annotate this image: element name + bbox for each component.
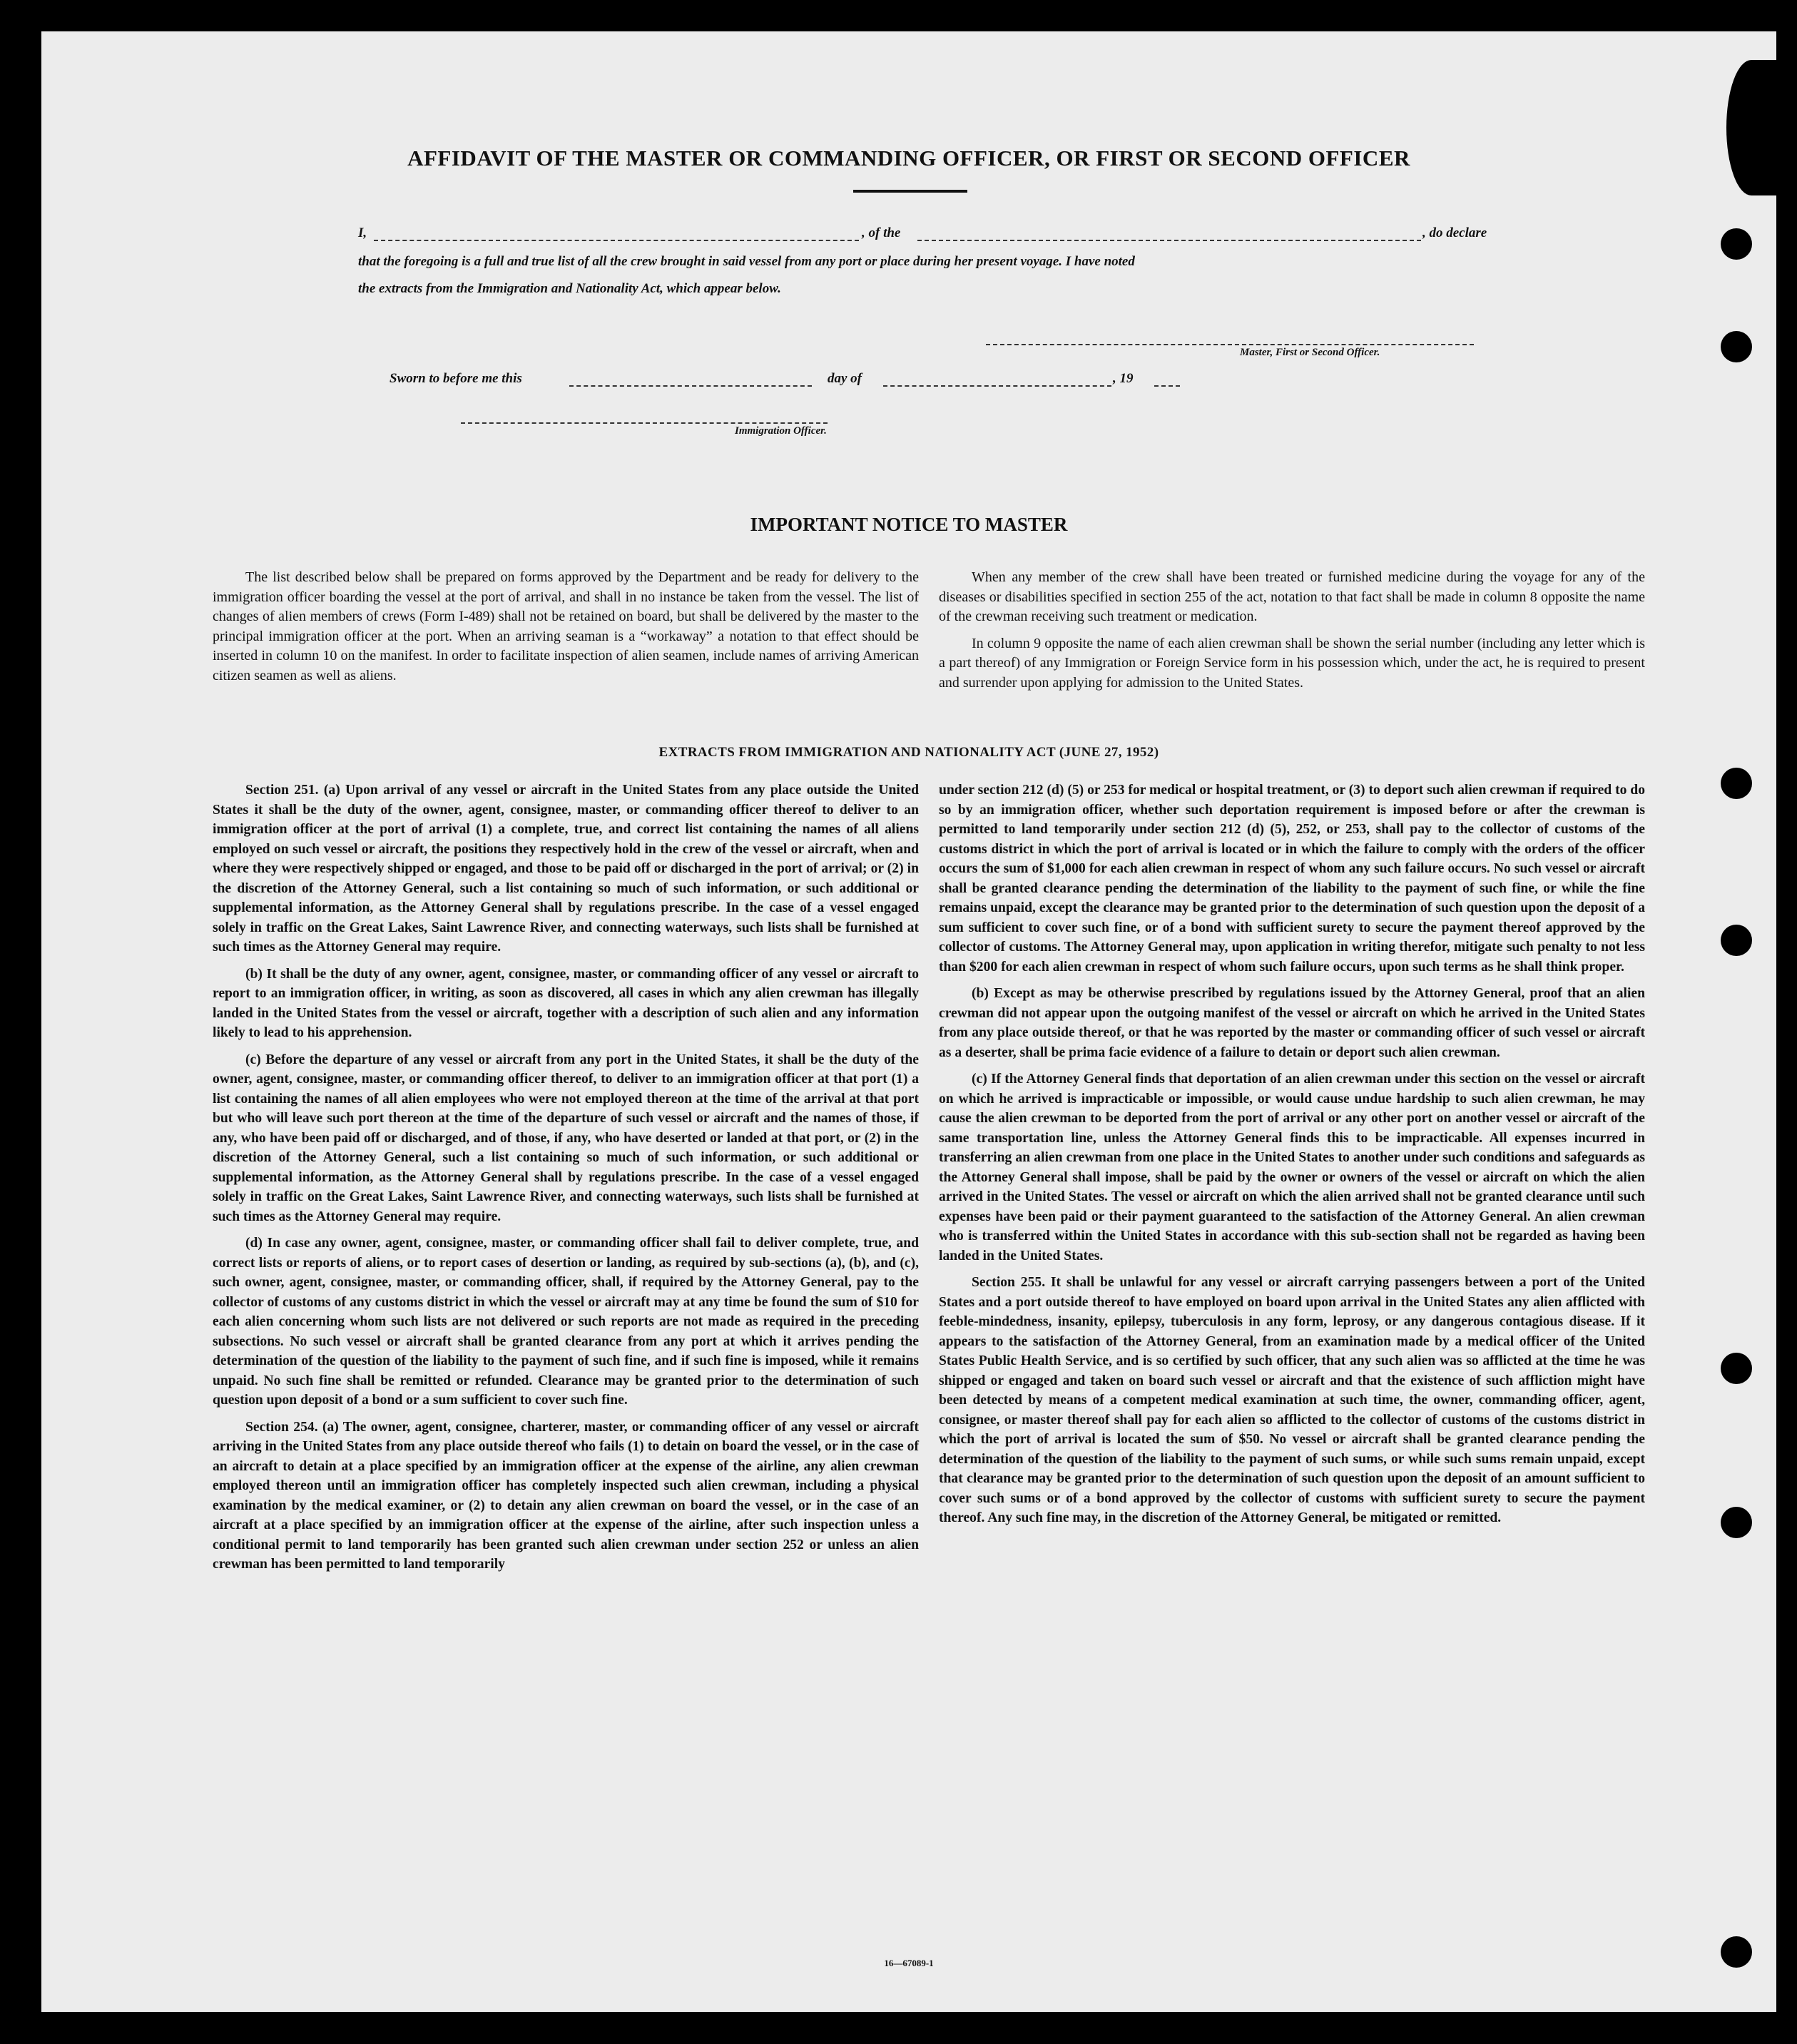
officer-signature-field[interactable]	[461, 422, 828, 424]
extracts-title: EXTRACTS FROM IMMIGRATION AND NATIONALITY ACT (JUNE 27, 1952)	[658, 745, 1159, 760]
punch-hole	[1721, 228, 1752, 260]
officer-caption: Immigration Officer.	[735, 425, 827, 437]
extract-paragraph: Section 255. It shall be unlawful for any vessel or aircraft carrying passengers between a port of the United States and a port outside thereof to have employed on board upon arrival in the United States any alien afflicted with feeble-mindedness, insanity, epilepsy, tuberculosis in any form, leprosy, or any dangerous contagious disease. If it appears to the satisfaction of the Attorney General, from an examination made by a medical officer of the United States Public Health Service, and is so certified by such officer, that any such alien was so afflicted at the time he was shipped or engaged and taken on board such vessel or aircraft and that the existence of such affliction might have been detected by means of a competent medical examination at such time, the owner, commanding officer, agent, consignee, or master thereof shall pay for each alien so afflicted to the collector of customs of the customs district in which the port of arrival is located the sum of $50. No vessel or aircraft shall be granted clearance pending the determination of the question of the liability to the payment of such sums, or while such sums remain unpaid, except that clearance may be granted prior to the determination of such question upon the deposit of an amount sufficient to cover such sums or of a bond approved by the collector of customs with sufficient surety to secure the payment thereof. Any such fine may, in the discretion of the Attorney General, be mitigated or remitted.	[939, 1275, 1645, 1525]
day-of-label: day of	[828, 371, 862, 386]
name-field[interactable]	[374, 240, 859, 241]
master-caption: Master, First or Second Officer.	[1240, 347, 1380, 358]
extract-paragraph: Section 251. (a) Upon arrival of any vessel or aircraft in the United States from any place outside the United States it shall be the duty of the owner, agent, consignee, master, or commanding officer thereof to deliver to an immigration officer at the port of arrival (1) a complete, true, and correct list containing the names of all aliens employed on such vessel or aircraft, the positions they respectively hold in the crew of the vessel or aircraft, when and where they were respectively shipped or engaged, and those to be paid off or discharged in the port of arrival; or (2) in the discretion of the Attorney General, such a list containing so much of such information, or such additional or supplemental information, as the Attorney General shall by regulations prescribe. In the case of a vessel engaged solely in traffic on the Great Lakes, Saint Lawrence River, and connecting waterways, such lists shall be furnished at such times as the Attorney General may require.	[213, 783, 919, 955]
punch-hole	[1721, 1353, 1752, 1384]
sworn-day-field[interactable]	[569, 385, 812, 387]
notice-title: IMPORTANT NOTICE TO MASTER	[750, 514, 1068, 535]
notice-right-paragraph-2: In column 9 opposite the name of each alien crewman shall be shown the serial number (including any letter which is a part thereof) of any Immigration or Foreign Service form in his possession which, under the act, he is required to present and surrender upon applying for admission to the United States.	[939, 635, 1645, 691]
extracts-right-column	[939, 781, 1645, 1535]
sworn-label: Sworn to before me this	[390, 371, 522, 386]
affidavit-line-3: the extracts from the Immigration and Nationality Act, which appear below.	[358, 281, 781, 296]
punch-hole	[1721, 768, 1752, 799]
extract-paragraph: Section 254. (a) The owner, agent, consignee, charterer, master, or commanding officer of any vessel or aircraft arriving in the United States from any place outside thereof who fails (1) to detain on board the vessel, or in the case of an aircraft to detain at a place specified by an immigration officer at the expense of the airline, any alien crewman employed thereon until an immigration officer has completely inspected such alien crewman, including a physical examination by the medical examiner, or (2) to detain any alien crewman on board the vessel, or in the case of an aircraft at a place specified by an immigration officer at the expense of the airline, after such inspection unless a conditional permit to land temporarily has been granted such alien crewman under section 252 or unless an alien crewman has been permitted to land temporarily	[213, 1419, 919, 1572]
sworn-month-field[interactable]	[883, 385, 1111, 387]
punch-hole	[1721, 925, 1752, 956]
extracts-left-column	[213, 781, 919, 1582]
notice-right-column	[939, 568, 1645, 700]
title-rule	[853, 190, 967, 193]
affidavit-line-2: that the foregoing is a full and true list of all the crew brought in said vessel from any port or place during her present voyage. I have noted	[358, 254, 1135, 269]
punch-hole	[1721, 1507, 1752, 1538]
of-the-label: , of the	[862, 225, 901, 240]
form-code: 16—67089-1	[884, 1958, 934, 1968]
extract-paragraph: under section 212 (d) (5) or 253 for medical or hospital treatment, or (3) to deport such alien crewman if required to do so by an immigration officer, whether such deportation requirement is imposed before or after the crewman is permitted to land temporarily under section 212 (d) (5), 252, or 253, shall pay to the collector of customs of the customs district in which the port of arrival is located or in which the failure to comply with the orders of the officer occurs the sum of $1,000 for each alien crewman in respect of whom any such failure occurs. No such vessel or aircraft shall be granted clearance pending the determination of the liability to the payment of such fine, or while the fine remains unpaid, except the clearance may be granted prior to the determination of such question upon the deposit of a sum sufficient to cover such fine, or of a bond with sufficient surety to secure the payment thereof approved by the collector of customs. The Attorney General may, upon application in writing therefor, mitigate such penalty to not less than $200 for each alien crewman in respect of whom such failure occurs, upon such terms as he shall think proper.	[939, 783, 1645, 975]
sworn-year-field[interactable]	[1154, 385, 1180, 387]
extract-paragraph: (c) Before the departure of any vessel or aircraft from any port in the United States, it shall be the duty of the owner, agent, consignee, master, or commanding officer thereof, to deliver to an immigration officer at that port (1) a list containing the names of all alien employees who were not employed thereon at the time of the arrival at that port but who will leave such port thereon at the time of the departure of such vessel or aircraft and the names of those, if any, who have been paid off or discharged, and of those, if any, who have deserted or landed at that port, or (2) in the discretion of the Attorney General, such a list containing so much of such information, or such additional or supplemental information, as the Attorney General shall by regulations prescribe. In the case of a vessel engaged solely in traffic on the Great Lakes, Saint Lawrence River, and connecting waterways, such lists shall be furnished at such times as the Attorney General may require.	[213, 1052, 919, 1224]
page-tear	[1726, 60, 1776, 195]
form-page	[41, 31, 1776, 2012]
extract-paragraph: (b) Except as may be otherwise prescribed by regulations issued by the Attorney General, proof that an alien crewman did not appear upon the outgoing manifest of the vessel or aircraft on which he arrived in the United States from any place outside thereof, or that he was reported by the master or commanding officer of such vessel or aircraft as a deserter, shall be prima facie evidence of a failure to detain or deport such alien crewman.	[939, 986, 1645, 1060]
affidavit-title: AFFIDAVIT OF THE MASTER OR COMMANDING OFFICER, OR FIRST OR SECOND OFFICER	[407, 146, 1410, 171]
do-declare-label: , do declare	[1422, 225, 1487, 240]
master-signature-field[interactable]	[986, 344, 1474, 345]
vessel-field[interactable]	[917, 240, 1421, 241]
extract-paragraph: (b) It shall be the duty of any owner, agent, consignee, master, or commanding officer of any vessel or aircraft to report to an immigration officer, in writing, as soon as discovered, all cases in which any alien crewman has illegally landed in the United States from the vessel or aircraft, together with a description of such alien and any information likely to lead to his apprehension.	[213, 966, 919, 1040]
extract-paragraph: (d) In case any owner, agent, consignee, master, or commanding officer shall fail to deliver complete, true, and correct lists or reports of aliens, or to report cases of desertion or landing, as required by sub-sections (a), (b), and (c), such owner, agent, consignee, master, or commanding officer, shall, if required by the Attorney General, pay to the collector of customs of any customs district in which the vessel or aircraft may at any time be found the sum of $10 for each alien concerning whom such lists are not delivered or such reports are not made as required in the preceding subsections. No such vessel or aircraft shall be granted clearance from any port at which it arrives pending the determination of the question of the liability to the payment of such fine, and if such fine is imposed, while it remains unpaid. No such fine shall be remitted or refunded. Clearance may be granted prior to the determination of such question upon deposit of a bond or a sum sufficient to cover such fine.	[213, 1236, 919, 1408]
i-label: I,	[358, 225, 367, 240]
notice-left-paragraph: The list described below shall be prepared on forms approved by the Department and be ready for delivery to the immigration officer boarding the vessel at the port of arrival, and shall in no instance be taken from the vessel. The list of changes of alien members of crews (Form I-489) shall not be retained on board, but shall be delivered by the master to the principal immigration officer at the port. When an arriving seaman is a “workaway” a notation to that effect should be inserted in column 10 on the manifest. In order to facilitate inspection of alien seamen, include names of arriving American citizen seamen as well as aliens.	[213, 569, 919, 683]
extract-paragraph: (c) If the Attorney General finds that deportation of an alien crewman under this section on the vessel or aircraft on which he arrived is impracticable or impossible, or would cause undue hardship to such alien crewman, he may cause the alien crewman to be deported from the port of arrival or any other port on another vessel or aircraft of the same transportation line, unless the Attorney General finds this to be impracticable. All expenses incurred in transferring an alien crewman from one place in the United States to another under such conditions and safeguards as the Attorney General shall impose, shall be paid by the owner or owners of the vessel or aircraft on which the alien arrived in the United States. The vessel or aircraft on which the alien arrived shall not be granted clearance until such expenses have been paid or their payment guaranteed to the satisfaction of the Attorney General. An alien crewman who is transferred within the United States in accordance with this sub-section shall not be regarded as having been landed in the United States.	[939, 1072, 1645, 1263]
punch-hole	[1721, 331, 1752, 362]
notice-right-paragraph-1: When any member of the crew shall have been treated or furnished medicine during the voyage for any of the diseases or disabilities specified in section 255 of the act, notation to that fact shall be made in column 8 opposite the name of the crewman receiving such treatment or medication.	[939, 569, 1645, 624]
year-label: , 19	[1113, 371, 1134, 386]
notice-left-column	[213, 568, 919, 693]
